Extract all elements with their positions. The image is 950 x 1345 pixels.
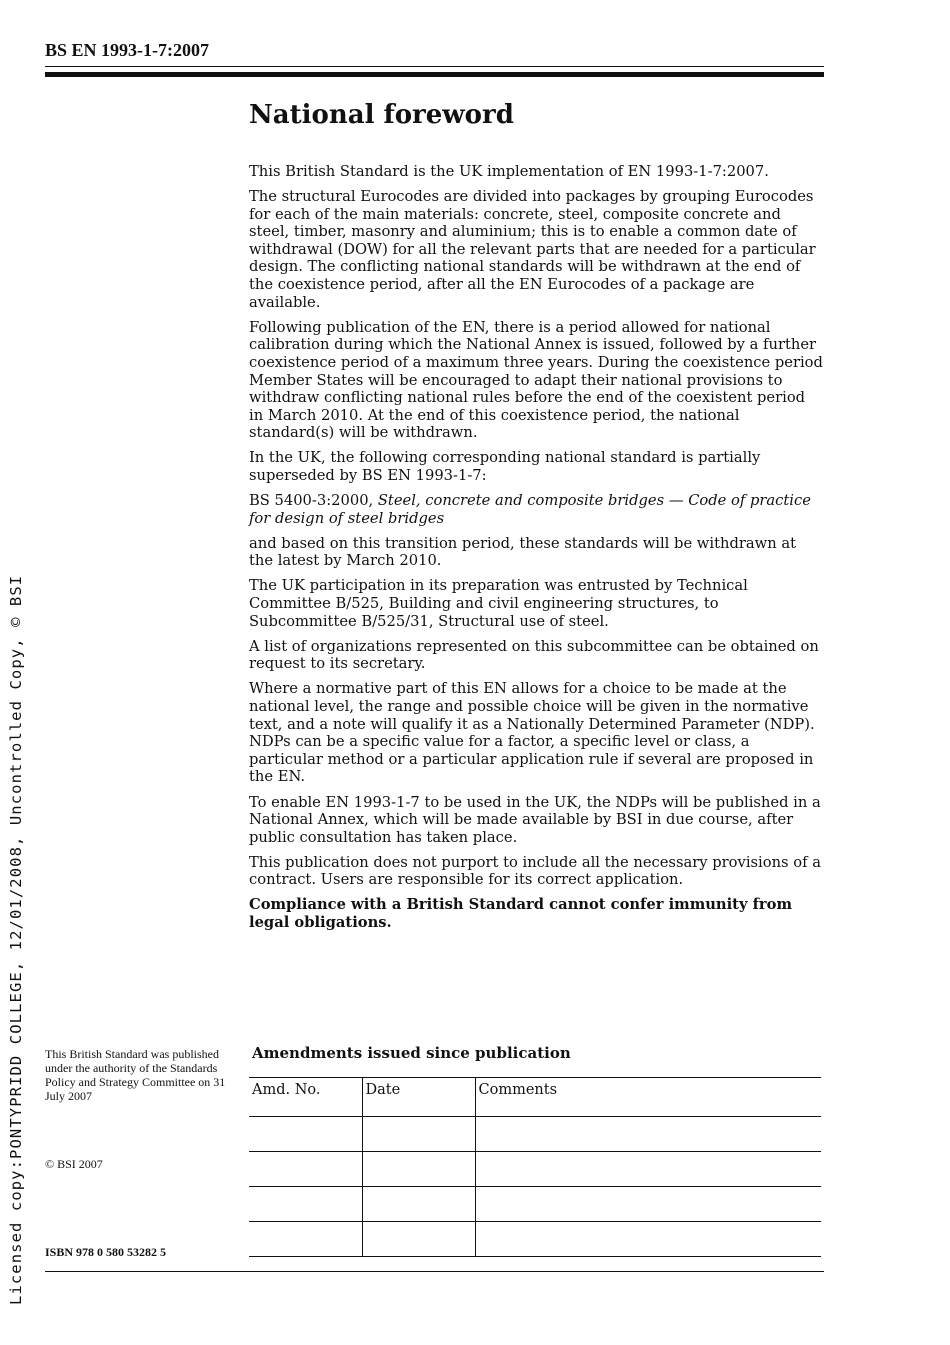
paragraph: Following publication of the EN, there is a period allowed for national calibration during which the National Annex is issued, followed by a further coexistence period of a maximum three years. During the coexistence period Member States will be encouraged to adapt their national provisions to withdraw conflicting national rules before the end of the coexistent period in March 2010. At the end of this coexistence period, the national standard(s) will be withdrawn.	[249, 318, 823, 442]
table-cell	[362, 1187, 475, 1222]
table-row	[249, 1222, 821, 1257]
paragraph: and based on this transition period, these standards will be withdrawn at the latest by March 2010.	[249, 534, 796, 570]
paragraph: The UK participation in its preparation was entrusted by Technical Committee B/525, Building and civil engineering structures, to Subcommittee B/525/31, Structural use of steel.	[249, 577, 748, 630]
page-title: National foreword	[249, 100, 514, 130]
standard-reference: BS 5400-3:2000,	[249, 492, 378, 510]
column-header-comments: Comments	[475, 1078, 821, 1117]
paragraph: To enable EN 1993-1-7 to be used in the UK, the NDPs will be published in a National Annex, which will be made available by BSI in due course, after public consultation has taken place.	[249, 793, 821, 846]
table-cell	[249, 1187, 362, 1222]
column-header-date: Date	[362, 1078, 475, 1117]
superseded-standard	[249, 492, 823, 527]
paragraph: This publication does not purport to include all the necessary provisions of a contract. Users are responsible for its correct application.	[249, 853, 821, 889]
paragraph: This British Standard is the UK implementation of EN 1993-1-7:2007.	[249, 163, 769, 180]
paragraph: The structural Eurocodes are divided into packages by grouping Eurocodes for each of the main materials: concrete, steel, composite concrete and steel, timber, masonry and aluminium; this is to enable a common date of withdrawal (DOW) for all the relevant parts that are needed for a particular design. The conflicting national standards will be withdrawn at the end of the coexistence period, after all the EN Eurocodes of a package are available.	[249, 188, 816, 311]
paragraph: Where a normative part of this EN allows for a choice to be made at the national level, the range and possible choice will be given in the normative text, and a note will qualify it as a Nationally Determined Parameter (NDP). NDPs can be a specific value for a factor, a specific level or class, a particular method or a particular application rule if several are proposed in the EN.	[249, 680, 815, 786]
compliance-statement: Compliance with a British Standard cannot confer immunity from legal obligations.	[249, 896, 792, 932]
table-row	[249, 1117, 821, 1152]
paragraph: In the UK, the following corresponding national standard is partially superseded by BS EN 1993-1-7:	[249, 449, 761, 484]
license-watermark: Licensed copy:PONTYPRIDD COLLEGE, 12/01/2008, Uncontrolled Copy, © BSI	[7, 574, 25, 1305]
copyright-note: © BSI 2007	[45, 1157, 103, 1171]
standard-title: Steel, concrete and composite bridges — Code of practice for design of steel bridges	[249, 492, 811, 527]
table-cell	[362, 1117, 475, 1152]
table-cell	[475, 1187, 821, 1222]
table-cell	[475, 1222, 821, 1257]
table-row	[249, 1187, 821, 1222]
header-rule-thin	[45, 66, 824, 67]
table-cell	[475, 1152, 821, 1187]
table-cell	[249, 1152, 362, 1187]
isbn: ISBN 978 0 580 53282 5	[45, 1245, 167, 1259]
amendments-table	[249, 1077, 821, 1257]
authority-note: This British Standard was published under the authority of the Standards Policy and Strategy Committee on 31 July 2007	[45, 1047, 226, 1103]
table-cell	[249, 1222, 362, 1257]
header-rule-thick	[45, 72, 824, 77]
document-id: BS EN 1993-1-7:2007	[45, 40, 210, 60]
table-row	[249, 1152, 821, 1187]
amendments-title: Amendments issued since publication	[252, 1044, 571, 1062]
table-cell	[475, 1117, 821, 1152]
footer-rule	[45, 1271, 824, 1272]
table-cell	[362, 1222, 475, 1257]
table-cell	[249, 1117, 362, 1152]
foreword-body	[249, 163, 823, 939]
paragraph: A list of organizations represented on this subcommittee can be obtained on request to its secretary.	[249, 637, 819, 673]
column-header-amd-no: Amd. No.	[249, 1078, 362, 1117]
table-header-row	[249, 1078, 821, 1117]
table-cell	[362, 1152, 475, 1187]
